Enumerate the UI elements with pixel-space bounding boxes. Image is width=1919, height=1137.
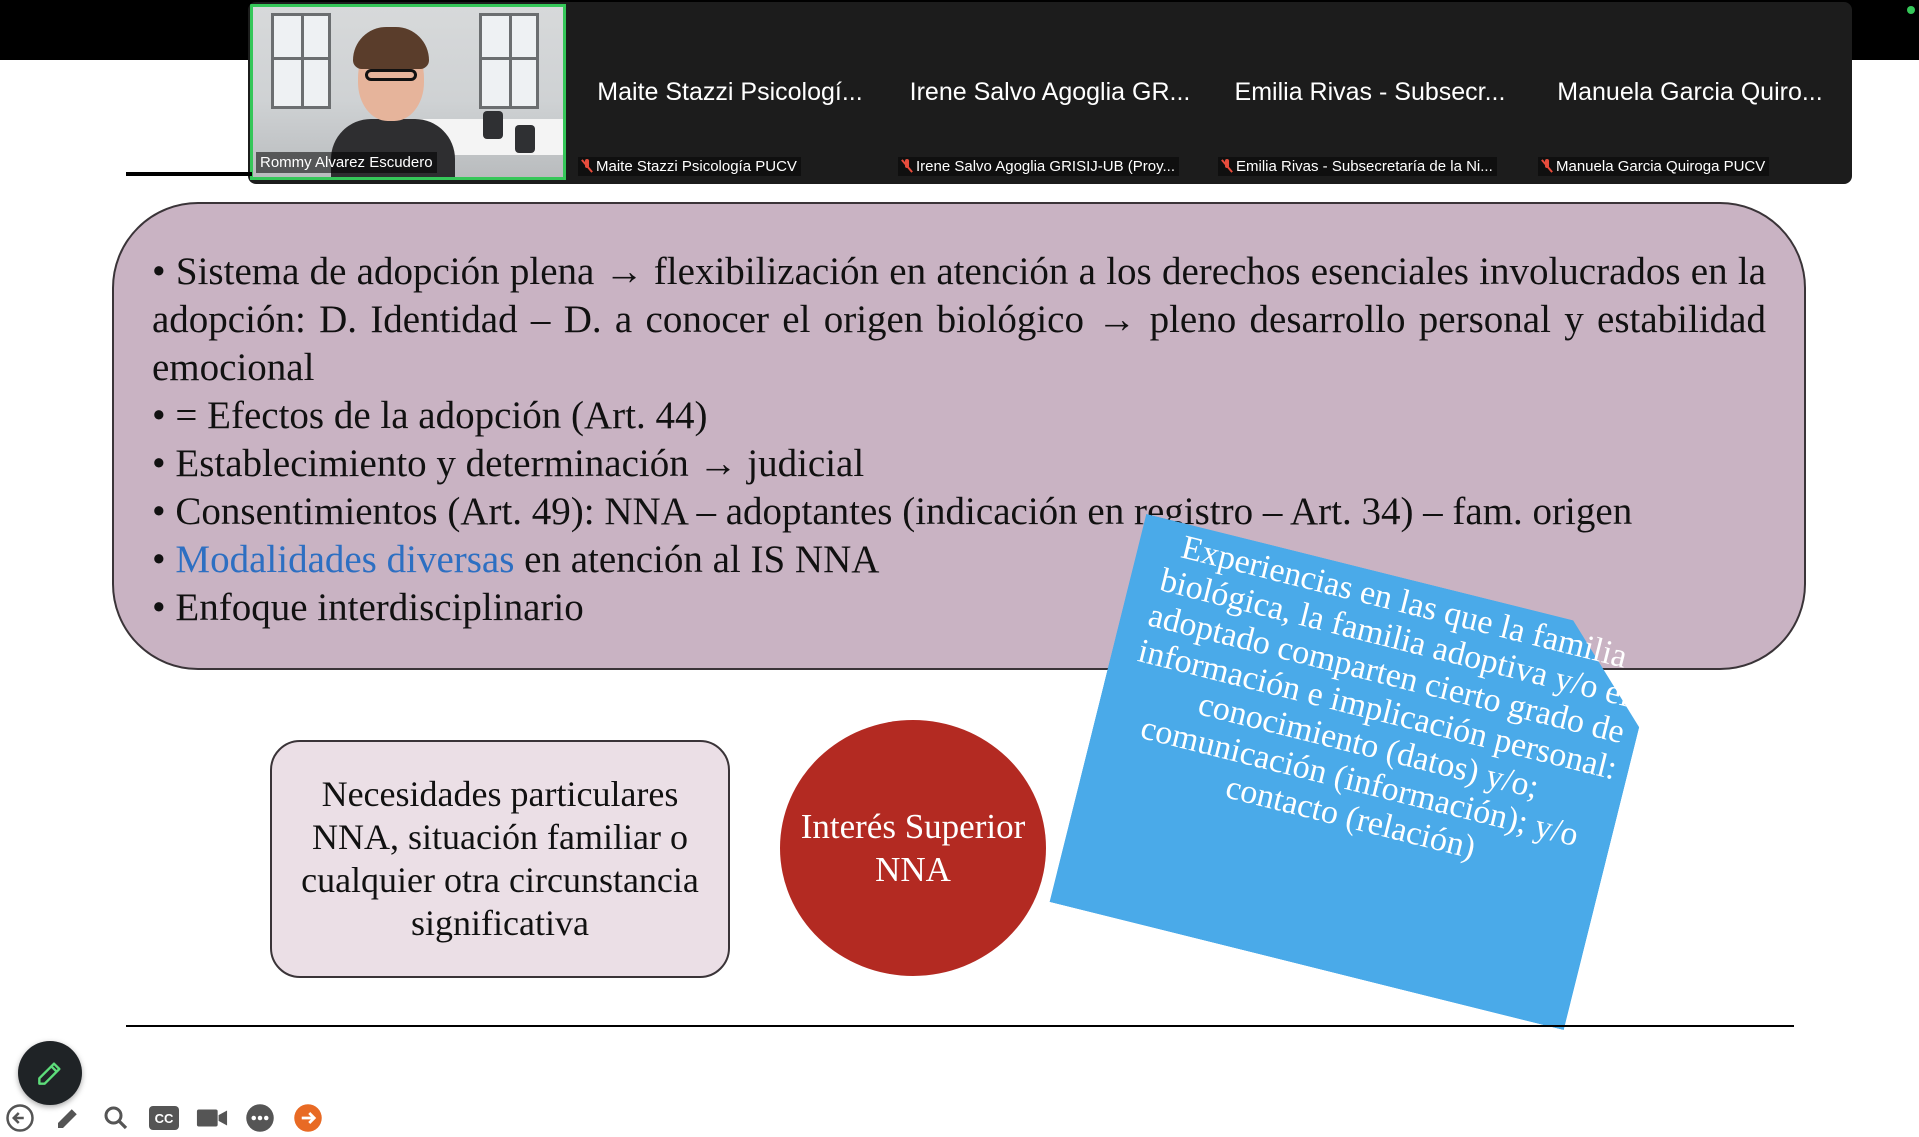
experiences-text: Experiencias en las que la familia biológica, la familia adoptiva y/o el adoptado comparten cierto grado de información e implicación personal: conocimiento (datos) y/o; comunicación (información); y/o contacto (relación) bbox=[1134, 528, 1635, 867]
participant-tile[interactable] bbox=[570, 2, 890, 184]
participant-title: Manuela Garcia Quiro... bbox=[1557, 78, 1823, 106]
captions-button[interactable] bbox=[148, 1102, 180, 1134]
interest-text: Interés Superior NNA bbox=[800, 807, 1026, 889]
pen-fab-icon bbox=[34, 1057, 66, 1089]
participant-name-label: Maite Stazzi Psicología PUCV bbox=[578, 157, 801, 176]
participant-name-label: Manuela Garcia Quiroga PUCV bbox=[1538, 157, 1769, 176]
self-name-label: Rommy Alvarez Escudero bbox=[256, 152, 437, 173]
magnifier-icon bbox=[101, 1103, 131, 1133]
more-options-button[interactable] bbox=[244, 1102, 276, 1134]
bottom-divider-line bbox=[126, 1025, 1794, 1027]
bullet-item: • = Efectos de la adopción (Art. 44) bbox=[152, 394, 708, 437]
bullet-item: • Consentimientos (Art. 49): NNA – adoptantes (indicación en registro – Art. 34) – fam. origen bbox=[152, 490, 1633, 533]
recording-indicator bbox=[1907, 6, 1915, 14]
self-video-tile[interactable] bbox=[250, 4, 566, 180]
next-arrow-icon bbox=[293, 1103, 323, 1133]
participant-title: Emilia Rivas - Subsecr... bbox=[1234, 78, 1506, 106]
needs-text: Necesidades particulares NNA, situación familiar o cualquier otra circunstancia significativa bbox=[301, 774, 699, 943]
participant-name-label: Irene Salvo Agoglia GRISIJ-UB (Proy... bbox=[898, 157, 1179, 176]
muted-mic-icon bbox=[1542, 159, 1552, 173]
participant-name-label: Emilia Rivas - Subsecretaría de la Ni... bbox=[1218, 157, 1497, 176]
presenter-toolbar bbox=[4, 1100, 324, 1136]
next-slide-button[interactable] bbox=[292, 1102, 324, 1134]
interest-circle bbox=[780, 720, 1046, 976]
participant-tile[interactable] bbox=[890, 2, 1210, 184]
back-button[interactable] bbox=[4, 1102, 36, 1134]
person-glasses bbox=[365, 69, 417, 81]
zoom-button[interactable] bbox=[100, 1102, 132, 1134]
bullet-item: • Sistema de adopción plena → flexibilización en atención a los derechos esenciales involucrados en la adopción: D. Identidad – D. a conocer el origen biológico → pleno desarrollo personal y estabilidad emocional bbox=[152, 250, 1767, 389]
participant-tile[interactable] bbox=[1210, 2, 1530, 184]
svg-text:CC: CC bbox=[154, 1111, 174, 1126]
person-hair bbox=[353, 27, 429, 69]
window-shape bbox=[479, 13, 539, 109]
muted-mic-icon bbox=[1222, 159, 1232, 173]
more-icon bbox=[245, 1103, 275, 1133]
main-bullets-box bbox=[112, 202, 1806, 670]
back-arrow-icon bbox=[5, 1103, 35, 1133]
video-button[interactable] bbox=[196, 1102, 228, 1134]
bullet-item: • Establecimiento y determinación → judicial bbox=[152, 442, 865, 485]
pen-tool-button[interactable] bbox=[52, 1102, 84, 1134]
participant-title: Maite Stazzi Psicologí... bbox=[597, 78, 863, 106]
pen-icon bbox=[53, 1103, 83, 1133]
needs-box bbox=[270, 740, 730, 978]
video-camera-icon bbox=[196, 1105, 228, 1131]
muted-mic-icon bbox=[902, 159, 912, 173]
bullet-item: • Modalidades diversas en atención al IS NNA bbox=[152, 538, 880, 581]
participant-tile[interactable] bbox=[1530, 2, 1850, 184]
chair bbox=[515, 125, 535, 153]
annotate-fab-button[interactable] bbox=[18, 1041, 82, 1105]
muted-mic-icon bbox=[582, 159, 592, 173]
video-strip bbox=[248, 2, 1852, 184]
chair bbox=[483, 111, 503, 139]
bullet-item: • Enfoque interdisciplinario bbox=[152, 586, 584, 629]
closed-caption-icon bbox=[148, 1105, 180, 1131]
window-shape bbox=[271, 13, 331, 109]
participant-title: Irene Salvo Agoglia GR... bbox=[909, 78, 1191, 106]
top-divider-line bbox=[126, 172, 252, 176]
highlight-link-text: Modalidades diversas bbox=[175, 538, 515, 581]
